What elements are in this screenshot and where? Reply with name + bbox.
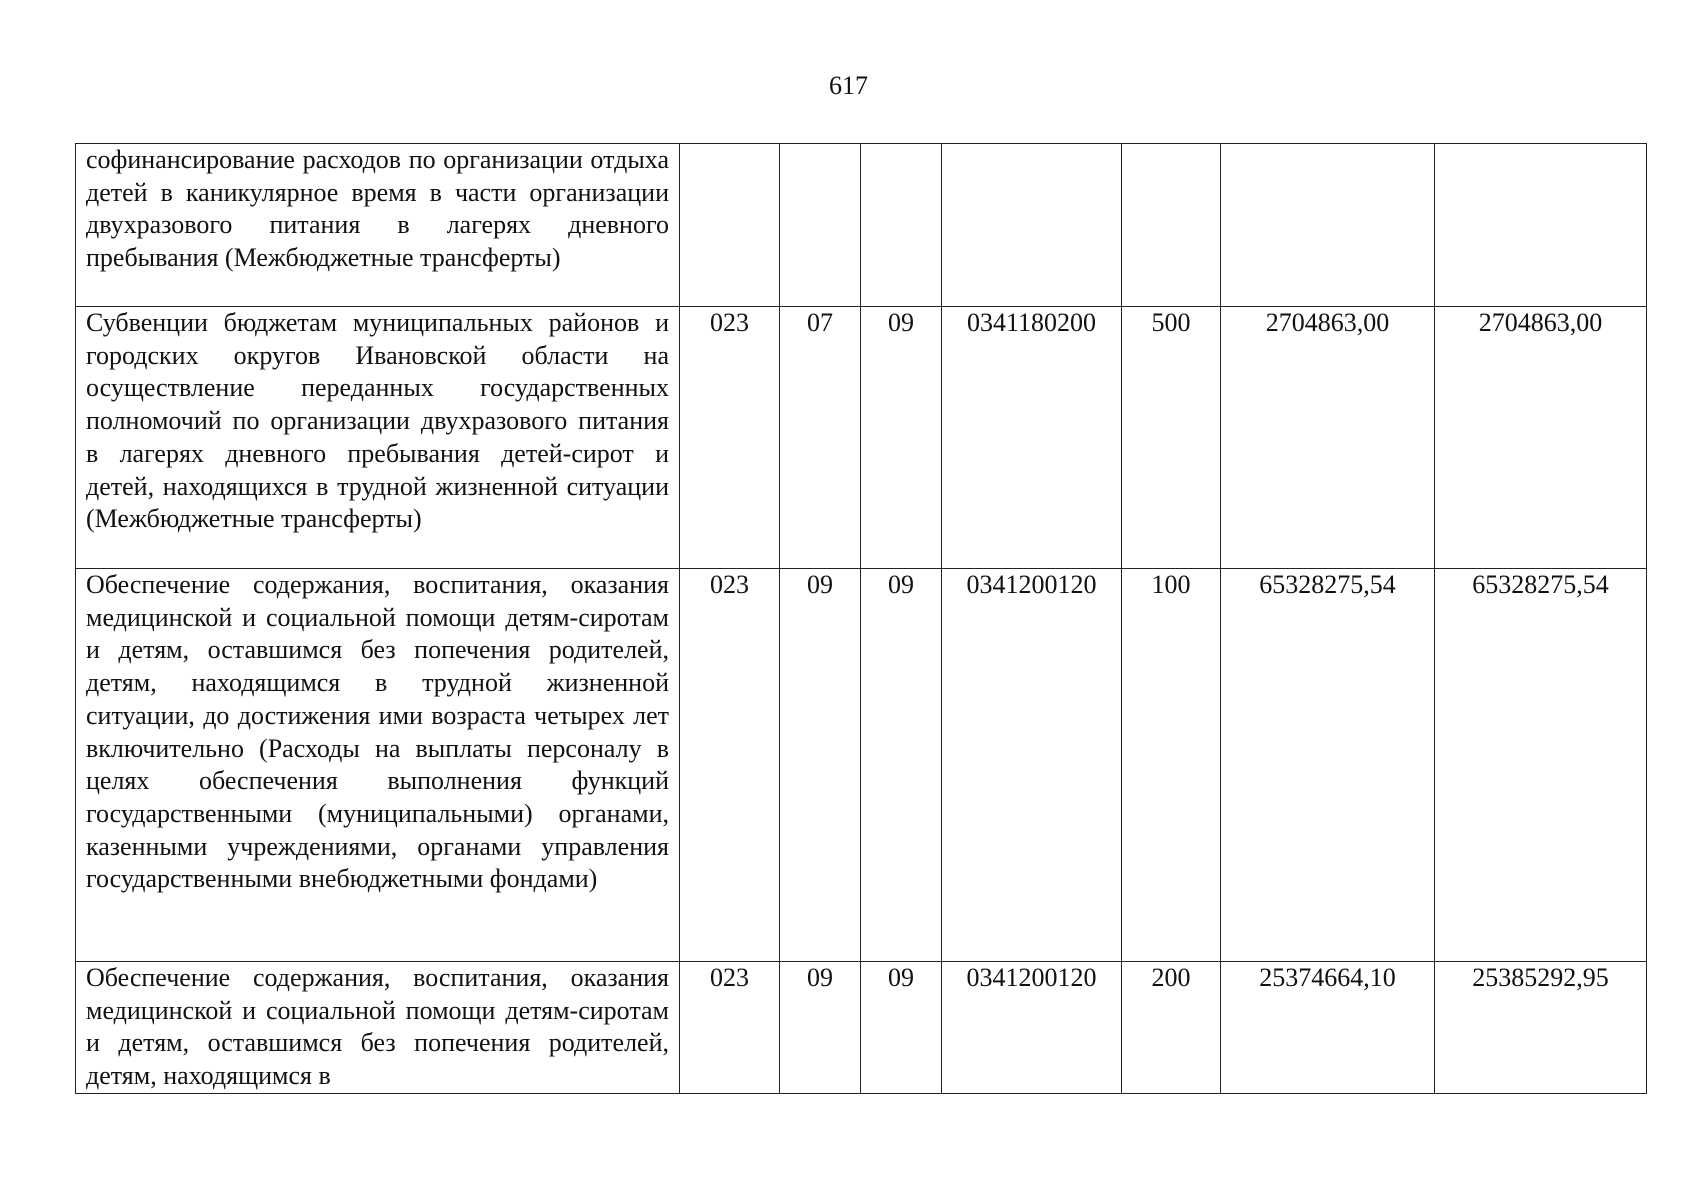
subsection-code: 09 xyxy=(861,962,942,1094)
amount-2: 25385292,95 xyxy=(1435,962,1647,1094)
row-description: Обеспечение содержания, воспитания, оказания медицинской и социальной помощи детям-сиротам и детям, оставшимся без попечения родителей, детям, находящимся в трудной жизненной ситуации, до достижения ими возраста четырех лет включительно (Расходы на выплаты персоналу в целях обеспечения выполнения функций государственными (муниципальными) органами, казенными учреждениями, органами управления государственными внебюджетными фондами) xyxy=(76,569,680,962)
target-article-code xyxy=(942,144,1122,307)
amount-2 xyxy=(1435,144,1647,307)
grbs-code xyxy=(680,144,780,307)
amount-2: 65328275,54 xyxy=(1435,569,1647,962)
grbs-code: 023 xyxy=(680,307,780,569)
row-description: Субвенции бюджетам муниципальных районов и городских округов Ивановской области на осуществление переданных государственных полномочий по организации двухразового питания в лагерях дневного пребывания детей-сирот и детей, находящихся в трудной жизненной ситуации (Межбюджетные трансферты) xyxy=(76,307,680,569)
target-article-code: 0341200120 xyxy=(942,962,1122,1094)
table-row xyxy=(76,569,1647,962)
expense-type-code xyxy=(1122,144,1221,307)
page-number: 617 xyxy=(829,71,868,100)
subsection-code xyxy=(861,144,942,307)
section-code: 07 xyxy=(780,307,861,569)
expense-type-code: 100 xyxy=(1122,569,1221,962)
table-row xyxy=(76,962,1647,1094)
amount-1: 2704863,00 xyxy=(1221,307,1435,569)
grbs-code: 023 xyxy=(680,569,780,962)
amount-1: 25374664,10 xyxy=(1221,962,1435,1094)
table-row xyxy=(76,144,1647,307)
row-description: софинансирование расходов по организации отдыха детей в каникулярное время в части организации двухразового питания в лагерях дневного пребывания (Межбюджетные трансферты) xyxy=(76,144,680,307)
table-row xyxy=(76,307,1647,569)
amount-1: 65328275,54 xyxy=(1221,569,1435,962)
expense-type-code: 200 xyxy=(1122,962,1221,1094)
target-article-code: 0341200120 xyxy=(942,569,1122,962)
budget-table xyxy=(75,143,1647,1094)
subsection-code: 09 xyxy=(861,569,942,962)
section-code xyxy=(780,144,861,307)
section-code: 09 xyxy=(780,962,861,1094)
subsection-code: 09 xyxy=(861,307,942,569)
amount-1 xyxy=(1221,144,1435,307)
target-article-code: 0341180200 xyxy=(942,307,1122,569)
section-code: 09 xyxy=(780,569,861,962)
grbs-code: 023 xyxy=(680,962,780,1094)
row-description: Обеспечение содержания, воспитания, оказания медицинской и социальной помощи детям-сиротам и детям, оставшимся без попечения родителей, детям, находящимся в xyxy=(76,962,680,1094)
amount-2: 2704863,00 xyxy=(1435,307,1647,569)
expense-type-code: 500 xyxy=(1122,307,1221,569)
